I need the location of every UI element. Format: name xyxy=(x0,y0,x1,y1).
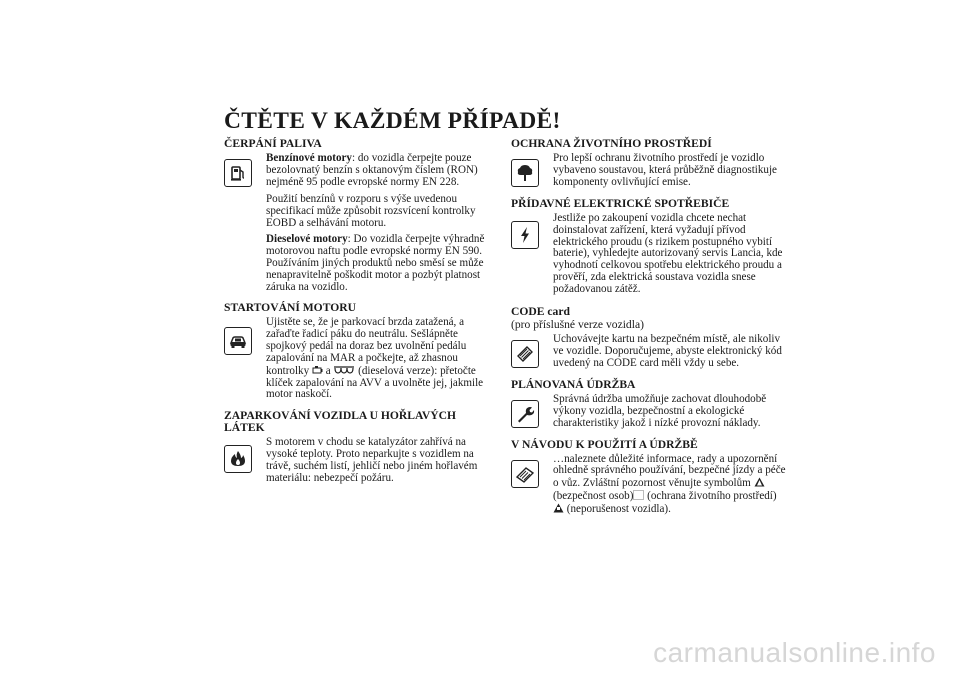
engine-warning-icon xyxy=(312,365,323,375)
fuel-paragraph-2: Použití benzínů v rozporu s výše uvedenou specifikací může způsobit rozsvícení kontrolky EOBD a selhávání motoru. xyxy=(266,192,476,229)
section-start xyxy=(224,302,492,406)
fuel-petrol-text: : do vozidla čerpejte pouze bezolovnatý benzín s oktanovým číslem (RON) nejméně 95 podle evropské normy EN 228. xyxy=(266,152,478,188)
parking-heading: ZAPARKOVÁNÍ VOZIDLA U HOŘLAVÝCH LÁTEK xyxy=(224,409,456,435)
section-maintenance xyxy=(511,379,787,435)
manual-text-a: …naleznete důležité informace, rady a upozornění ohledně správného používání, bezpečné jízdy a péče o vůz. Zvláštní pozornost věnujte symbolům xyxy=(553,452,786,490)
tree-icon xyxy=(511,159,539,187)
fuel-petrol-label: Benzínové motory xyxy=(266,152,352,164)
fuel-pump-icon xyxy=(224,159,252,187)
fuel-paragraph-1 xyxy=(266,153,492,189)
manual-paragraph xyxy=(553,454,787,517)
fuel-diesel-label: Dieselové motory xyxy=(266,233,348,246)
start-text-c: (dieselová verze): přetočte klíček zapalování na AVV a uvolněte jej, jakmile motor naskočí. xyxy=(266,364,484,401)
start-heading: STARTOVÁNÍ MOTORU xyxy=(224,300,356,314)
lightning-icon xyxy=(511,221,539,249)
environment-paragraph: Pro lepší ochranu životního prostředí je vozidlo vybaveno soustavou, která průběžně diagnostikuje komponenty ovlivňující emise. xyxy=(553,152,777,188)
section-environment xyxy=(511,138,787,194)
page-title: ČTĚTE V KAŽDÉM PŘÍPADĚ! xyxy=(224,108,561,134)
manual-heading: V NÁVODU K POUŽITÍ A ÚDRŽBĚ xyxy=(511,437,698,451)
start-paragraph xyxy=(266,317,492,401)
maintenance-heading: PLÁNOVANÁ ÚDRŽBA xyxy=(511,377,636,391)
maintenance-paragraph: Správná údržba umožňuje zachovat dlouhodobě výkony vozidla, bezpečnostní a ekologické charakteristiky jakož i nízké provozní náklady. xyxy=(553,392,767,429)
electrical-paragraph: Jestliže po zakoupení vozidla chcete nechat doinstalovat zařízení, která vyžadují přívod elektrického proudu (s rizikem postupného vybití baterie), vyhledejte autorizovaný servis Lancia, kde vyhodnotí celkovou spotřebu elektrického proudu a prověří, zda elektrická soustava vozidla snese požadovanou zátěž. xyxy=(553,211,783,296)
section-electrical xyxy=(511,198,787,301)
code-card-subheading: (pro příslušné verze vozidla) xyxy=(511,318,644,332)
environment-heading: OCHRANA ŽIVOTNÍHO PROSTŘEDÍ xyxy=(511,137,712,150)
electrical-heading: PŘÍDAVNÉ ELEKTRICKÉ SPOTŘEBIČE xyxy=(511,196,730,210)
wrench-icon xyxy=(511,400,539,428)
book-icon xyxy=(511,460,539,488)
fuel-paragraph-3 xyxy=(266,234,492,294)
start-text-a: Ujistěte se, že je parkovací brzda zatažená, a zařaďte řadicí páku do neutrálu. Sešlápněte spojkový pedál na doraz bez uvolnění pedálu zapalování na MAR a počkejte, až zhasnou kontrolky xyxy=(266,315,467,377)
manual-text-d: (neporušenost vozidla). xyxy=(564,503,671,516)
glow-plug-icon xyxy=(333,365,355,375)
parking-paragraph: S motorem v chodu se katalyzátor zahřívá na vysoké teploty. Proto neparkujte s vozidlem na trávě, suchém listí, jehličí nebo jiném hořlavém materiálu: nebezpečí požáru. xyxy=(266,436,478,485)
code-card-paragraph: Uchovávejte kartu na bezpečném místě, ale nikoliv ve vozidle. Doporučujeme, abyste elektronický kód uvedený na CODE card měli vždy u sebe. xyxy=(553,333,782,369)
start-text-b: a xyxy=(322,364,334,377)
person-safety-icon xyxy=(754,477,765,487)
fire-icon xyxy=(224,445,252,473)
car-icon xyxy=(224,327,252,355)
fuel-heading: ČERPÁNÍ PALIVA xyxy=(224,137,322,150)
right-column xyxy=(511,138,787,521)
section-code-card xyxy=(511,306,787,375)
vehicle-integrity-icon xyxy=(553,503,564,513)
card-icon xyxy=(511,340,539,368)
code-card-heading: CODE card xyxy=(511,305,570,319)
section-parking xyxy=(224,410,492,490)
manual-text-b: (bezpečnost osob) xyxy=(553,490,634,503)
manual-text-c: (ochrana životního prostředí) xyxy=(644,490,777,503)
left-column xyxy=(224,138,492,490)
fuel-diesel-text: : Do vozidla čerpejte výhradně motorovou naftu podle evropské normy EN 590. Používáním jiných produktů nebo směsí se může nenapravitelně poškodit motor a pozbýt platnost záruka na vozidlo. xyxy=(266,233,485,294)
environment-symbol-icon xyxy=(633,490,644,500)
watermark: carmanualsonline.info xyxy=(653,637,936,668)
section-fuel xyxy=(224,138,492,299)
section-manual xyxy=(511,439,787,522)
